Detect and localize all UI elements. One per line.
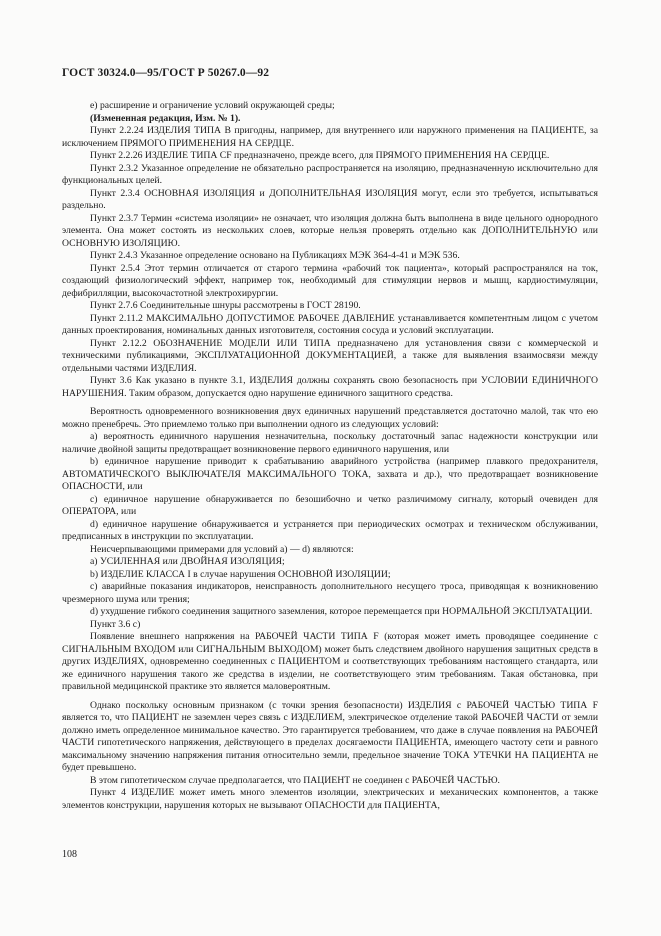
paragraph: d) единичное нарушение обнаруживается и устраняется при периодических осмотрах и техническом обслуживании, предписанных в инструкции по эксплуатации. [62, 518, 598, 542]
paragraph: (Измененная редакция, Изм. № 1). [90, 112, 241, 124]
document-body [62, 100, 598, 812]
paragraph: Пункт 2.11.2 МАКСИМАЛЬНО ДОПУСТИМОЕ РАБОЧЕЕ ДАВЛЕНИЕ устанавливается компетентным лицом с учетом данных проектирования, номинальных данных изготовителя, состояния сосуда и условий эксплуатации. [62, 312, 598, 336]
paragraph: Пункт 2.3.2 Указанное определение не обязательно распространяется на изоляцию, предназначенную исключительно для функциональных целей. [62, 162, 598, 186]
paragraph: b) ИЗДЕЛИЕ КЛАССА I в случае нарушения ОСНОВНОЙ ИЗОЛЯЦИИ; [90, 568, 391, 580]
paragraph: Пункт 2.7.6 Соединительные шнуры рассмотрены в ГОСТ 28190. [90, 300, 361, 311]
paragraph: Пункт 2.4.3 Указанное определение основано на Публикациях МЭК 364-4-41 и МЭК 536. [90, 250, 460, 261]
paragraph: d) ухудшение гибкого соединения защитного заземления, которое перемещается при НОРМАЛЬНОЙ ЭКСПЛУАТАЦИИ. [90, 606, 593, 617]
paragraph: Пункт 4 ИЗДЕЛИЕ может иметь много элементов изоляции, электрических и механических компонентов, а также элементов конструкции, нарушения которых не вызывают ОПАСНОСТИ для ПАЦИЕНТА, [62, 787, 598, 811]
paragraph: b) единичное нарушение приводит к срабатыванию аварийного устройства (например плавкого предохранителя, АВТОМАТИЧЕСКОГО ВЫКЛЮЧАТЕЛЯ МАКСИМАЛЬНОГО ТОКА, захвата и др.), что предотвращает возникновение ОПАСНОСТИ, или [62, 456, 598, 492]
paragraph: Пункт 3.6 с) [90, 618, 141, 630]
paragraph: Пункт 2.3.7 Термин «система изоляции» не означает, что изоляция должна быть выполнена в виде цельного однородного элемента. Она может состоять из нескольких слоев, которые нельзя проверять отдельно как ДОПОЛНИТЕЛЬНУЮ или ОСНОВНУЮ ИЗОЛЯЦИЮ. [62, 212, 598, 249]
paragraph: Вероятность одновременного возникновения двух единичных нарушений представляется достаточно малой, так что ею можно пренебречь. Это приемлемо только при выполнении одного из следующих условий: [62, 406, 598, 430]
paragraph: Пункт 3.6 Как указано в пункте 3.1, ИЗДЕЛИЯ должны сохранять свою безопасность при УСЛОВИИ ЕДИНИЧНОГО НАРУШЕНИЯ. Таким образом, допускается одно нарушение единичного защитного средства. [62, 375, 598, 399]
page-number: 108 [62, 849, 77, 860]
paragraph: а) вероятность единичного нарушения незначительна, поскольку достаточный запас надежности конструкции или наличие двойной защиты предотвращает возникновение первого единичного нарушения, или [62, 431, 598, 455]
paragraph: с) единичное нарушение обнаруживается по безошибочно и четко различимому сигналу, который очевиден для ОПЕРАТОРА, или [62, 493, 598, 517]
paragraph: Однако поскольку основным признаком (с точки зрения безопасности) ИЗДЕЛИЯ с РАБОЧЕЙ ЧАСТЬЮ ТИПА F является то, что ПАЦИЕНТ не заземлен через связь с ИЗДЕЛИЕМ, электрическое отделение такой РАБОЧЕЙ ЧАСТИ от земли должно иметь определенное минимальное качество. Это гарантируется требованием, что даже в случае появления на РАБОЧЕЙ ЧАСТИ гипотетического напряжения, действующего в пределах досягаемости ПАЦИЕНТА, имеющего частоту сети и равного максимальному значению напряжения питания относительно земли, предельное значение ТОКА УТЕЧКИ НА ПАЦИЕНТА не будет превышено. [62, 699, 598, 773]
paragraph: Пункт 2.2.26 ИЗДЕЛИЕ ТИПА CF предназначено, прежде всего, для ПРЯМОГО ПРИМЕНЕНИЯ НА СЕРДЦЕ. [90, 150, 550, 161]
paragraph: е) расширение и ограничение условий окружающей среды; [90, 100, 335, 111]
paragraph: Пункт 2.2.24 ИЗДЕЛИЯ ТИПА В пригодны, например, для внутреннего или наружного применения на ПАЦИЕНТЕ, за исключением ПРЯМОГО ПРИМЕНЕНИЯ НА СЕРДЦЕ. [62, 125, 598, 149]
paragraph: a) УСИЛЕННАЯ или ДВОЙНАЯ ИЗОЛЯЦИЯ; [90, 556, 285, 567]
paragraph: Неисчерпывающими примерами для условий а) — d) являются: [90, 543, 354, 555]
paragraph: Пункт 2.12.2 ОБОЗНАЧЕНИЕ МОДЕЛИ ИЛИ ТИПА предназначено для установления связи с коммерческой и техническими публикациями, ЭКСПЛУАТАЦИОННОЙ ДОКУМЕНТАЦИЕЙ, а также для выявления взаимосвязи между отдельными частями ИЗДЕЛИЯ. [62, 337, 598, 374]
page-header: ГОСТ 30324.0—95/ГОСТ Р 50267.0—92 [62, 67, 270, 79]
paragraph: В этом гипотетическом случае предполагается, что ПАЦИЕНТ не соединен с РАБОЧЕЙ ЧАСТЬЮ. [90, 774, 500, 786]
paragraph: c) аварийные показания индикаторов, неисправность дополнительного несущего троса, приводящая к возникновению чрезмерного шума или трения; [62, 581, 598, 605]
paragraph: Пункт 2.5.4 Этот термин отличается от старого термина «рабочий ток пациента», который распространялся на ток, создающий физиологический эффект, например ток, необходимый для стимуляции нервов и мышц, кардиостимуляции, дефибрилляции, высокочастотной электрохирургии. [62, 262, 598, 299]
paragraph: Появление внешнего напряжения на РАБОЧЕЙ ЧАСТИ ТИПА F (которая может иметь проводящее соединение с СИГНАЛЬНЫМ ВХОДОМ или СИГНАЛЬНЫМ ВЫХОДОМ) может быть следствием двойного нарушения защитных средств в других ИЗДЕЛИЯХ, одновременно соединенных с ПАЦИЕНТОМ и соответствующих требованиям настоящего стандарта, или же единичного нарушения такого же средства в изделии, не соответствующего этим требованиям. Такая обстановка, при правильной медицинской практике это является маловероятным. [62, 631, 598, 692]
paragraph: Пункт 2.3.4 ОСНОВНАЯ ИЗОЛЯЦИЯ и ДОПОЛНИТЕЛЬНАЯ ИЗОЛЯЦИЯ могут, если это требуется, испытываться раздельно. [62, 187, 598, 211]
